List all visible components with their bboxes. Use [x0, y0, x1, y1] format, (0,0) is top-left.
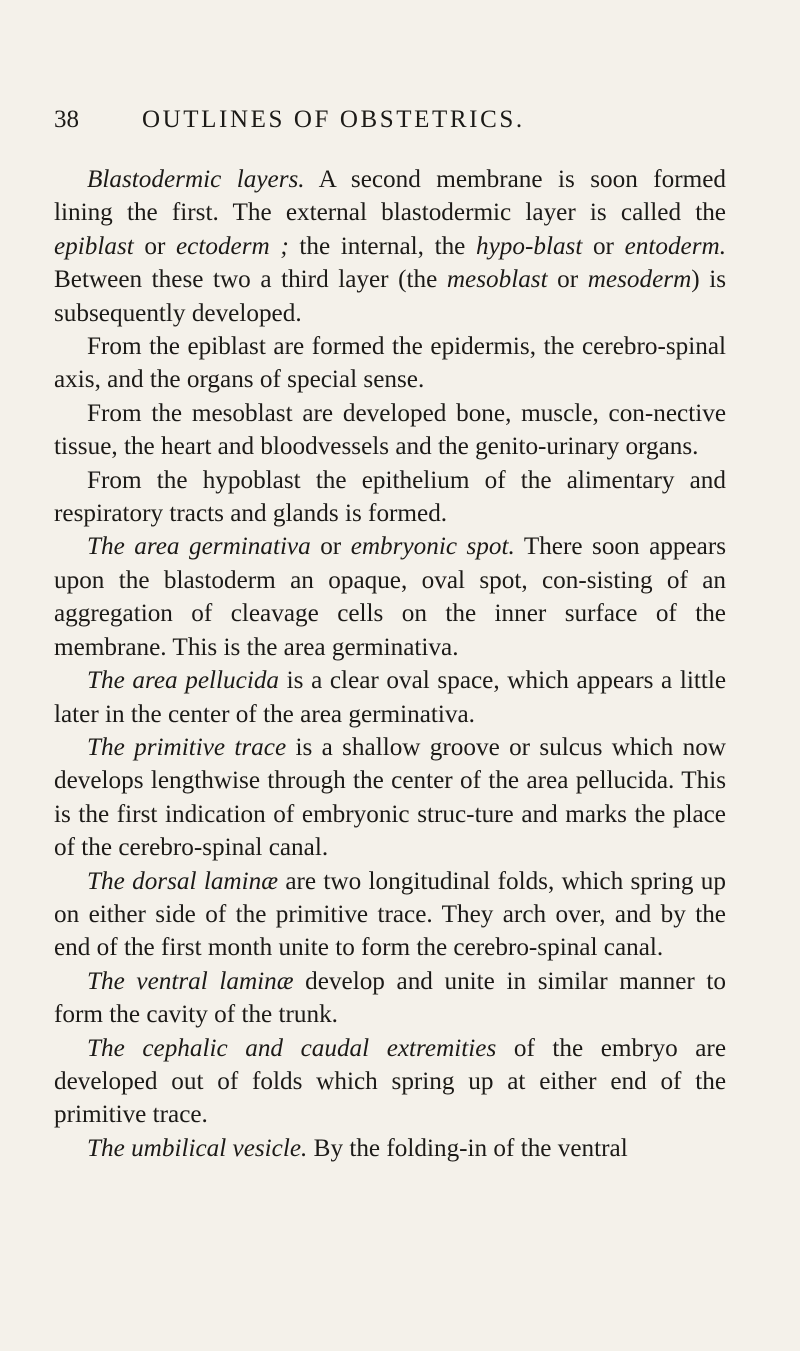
paragraph	[54, 865, 726, 965]
italic-term: The primitive trace	[87, 733, 287, 761]
paragraph	[54, 664, 726, 731]
paragraph-text: is a clear oval space, which appears a little later in the center of the area germinativa.	[54, 667, 726, 728]
italic-term: The ventral laminæ	[87, 967, 294, 995]
italic-term: mesoblast	[446, 266, 548, 294]
paragraph	[54, 731, 726, 865]
paragraph-text: or	[547, 266, 588, 294]
paragraph-text: From the hypoblast the epithelium of the alimentary and respiratory tracts and glands is formed.	[54, 466, 726, 528]
italic-term: epiblast	[54, 232, 134, 260]
paragraph-text: develop and unite in similar manner to form the cavity of the trunk.	[54, 967, 726, 1029]
paragraph	[54, 397, 726, 464]
italic-term: Blastodermic layers.	[87, 166, 305, 193]
paragraph	[54, 330, 726, 397]
paragraph-text: the internal, the	[288, 232, 476, 260]
italic-term: The area pellucida	[87, 667, 280, 695]
paragraph-text: or	[310, 533, 351, 561]
paragraph-text: By the folding-in of the ventral	[307, 1134, 628, 1162]
italic-term: hypo-blast	[476, 232, 583, 260]
paragraph-text: From the mesoblast are developed bone, muscle, con-nective tissue, the heart and bloodvessels and the genito-urinary organs.	[54, 399, 726, 461]
paragraph	[54, 530, 726, 664]
italic-term: mesoderm	[587, 266, 692, 294]
paragraph	[54, 163, 726, 330]
paragraph	[54, 1132, 726, 1165]
paragraph	[54, 464, 726, 531]
paragraph-text: of the embryo are developed out of folds which spring up at either end of the primitive trace.	[54, 1034, 726, 1129]
italic-term: The area germinativa	[87, 533, 311, 561]
italic-term: The umbilical vesicle.	[87, 1134, 308, 1162]
paragraph-text: or	[582, 232, 625, 260]
paragraph-text: or	[133, 232, 176, 260]
paragraph-text: ) is subsequently developed.	[54, 266, 727, 327]
italic-term: embryonic spot.	[350, 533, 515, 561]
italic-term: ectoderm ;	[176, 232, 289, 260]
italic-term: entoderm.	[624, 232, 727, 260]
paragraph-text: From the epiblast are formed the epidermis, the cerebro-spinal axis, and the organs of special sense.	[54, 333, 726, 394]
running-head	[54, 106, 725, 142]
paragraph-text: There soon appears upon the blastoderm an opaque, oval spot, con-sisting of an aggregation of cleavage cells on the inner surface of the membrane. This is the area germinativa.	[54, 533, 727, 661]
body-text	[54, 163, 726, 1165]
paragraph-text: are two longitudinal folds, which spring up on either side of the primitive trace. They arch over, and by the end of the first month unite to form the cerebro-spinal canal.	[54, 867, 726, 962]
paragraph	[54, 1032, 726, 1132]
italic-term: The cephalic and caudal extremities	[87, 1034, 497, 1062]
page-number: 38	[54, 106, 79, 133]
paragraph	[54, 965, 726, 1032]
italic-term: The dorsal laminæ	[87, 867, 279, 895]
running-head-title: OUTLINES OF OBSTETRICS.	[142, 106, 525, 133]
paragraph-text: A second membrane is soon formed lining the first. The external blastodermic layer is called the	[54, 166, 726, 227]
paragraph-text: Between these two a third layer (the	[54, 266, 447, 294]
paragraph-text: is a shallow groove or sulcus which now develops lengthwise through the center of the area pellucida. This is the first indication of embryonic struc-ture and marks the place of the cerebro-spinal canal.	[54, 733, 726, 862]
